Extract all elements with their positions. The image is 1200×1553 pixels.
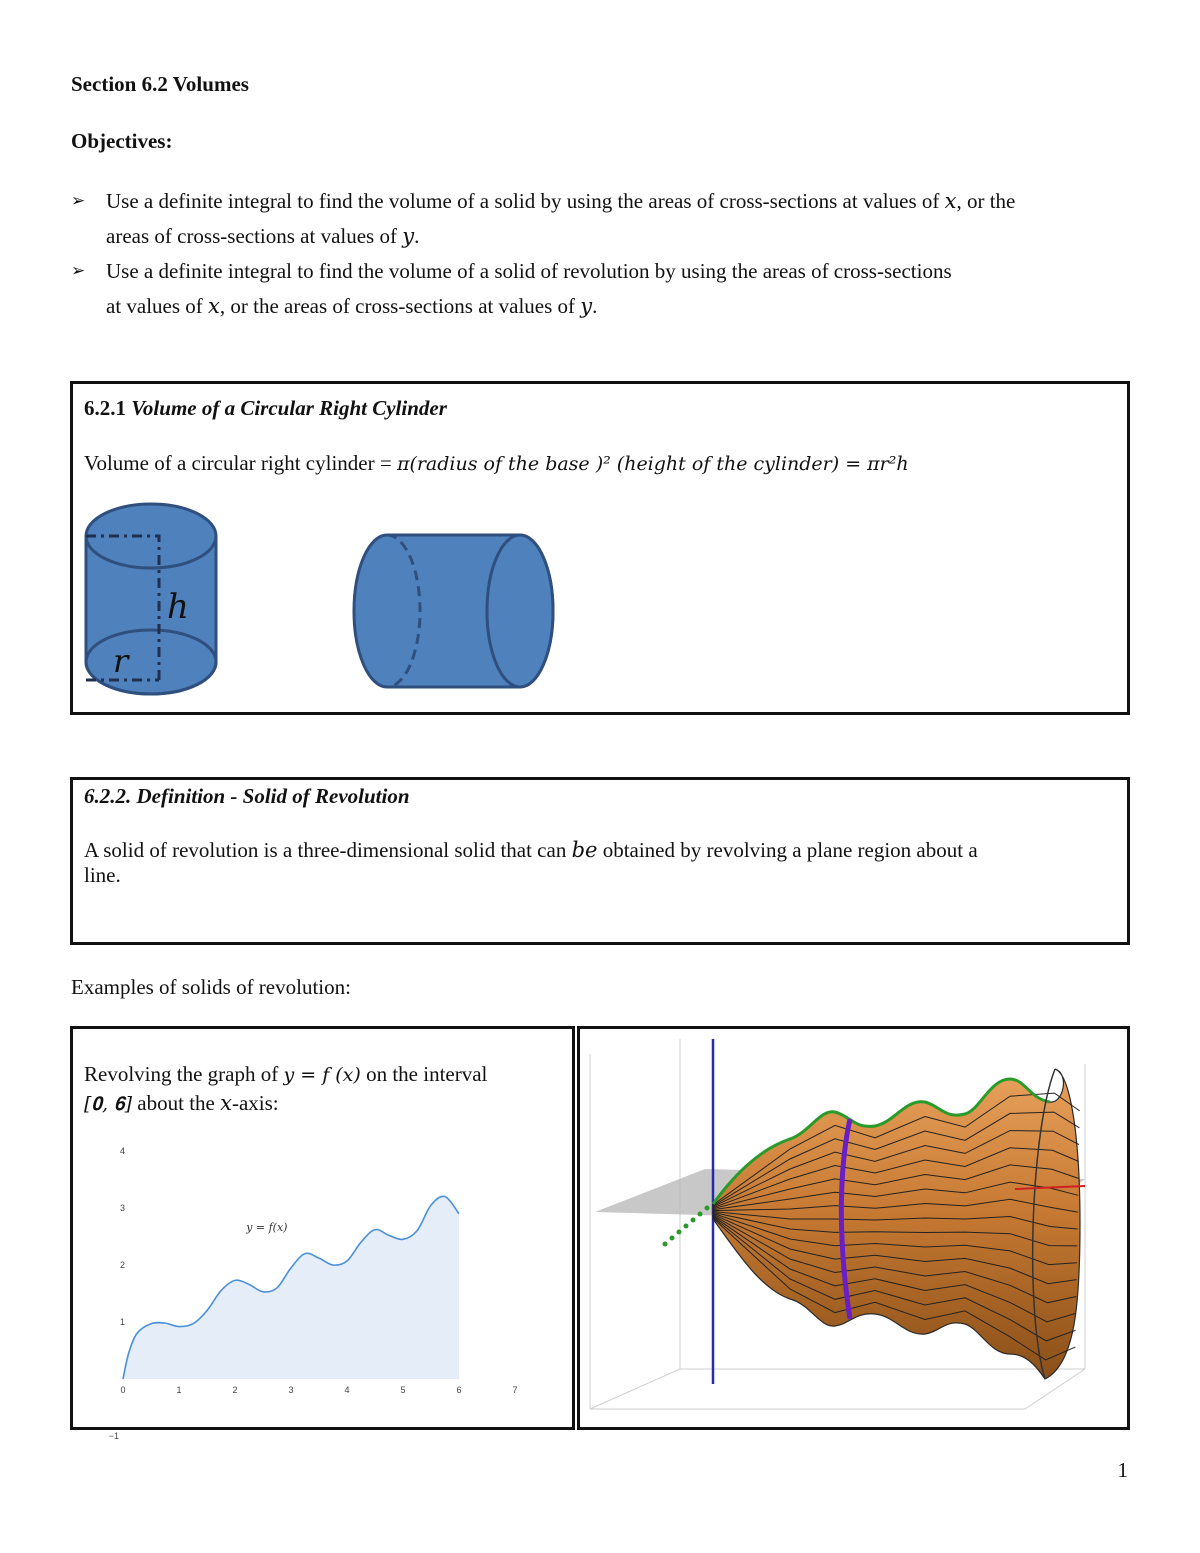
function-chart bbox=[93, 1129, 553, 1441]
x-tick-label: 6 bbox=[456, 1385, 462, 1395]
box-title bbox=[84, 396, 447, 421]
horizontal-cylinder-figure bbox=[350, 532, 556, 692]
x-tick-label: 2 bbox=[232, 1385, 238, 1395]
cylinder-volume-box bbox=[70, 381, 1130, 715]
definition-title: 6.2.2. Definition - Solid of Revolution bbox=[84, 784, 410, 808]
section-title: Section 6.2 Volumes bbox=[71, 72, 249, 96]
arrow-bullet-icon: ➢ bbox=[71, 261, 86, 281]
upright-cylinder-figure bbox=[83, 502, 223, 714]
formula-math: 𝜋(𝑟𝑎𝑑𝑖𝑢𝑠 𝑜𝑓 𝑡ℎ𝑒 𝑏𝑎𝑠𝑒 )² (ℎ𝑒𝑖𝑔ℎ𝑡 𝑜𝑓 𝑡ℎ𝑒 𝑐𝑦𝑙𝑖𝑛𝑑𝑒𝑟) = 𝜋𝑟²ℎ bbox=[396, 453, 909, 475]
section-number: 6.2.1 bbox=[84, 396, 126, 420]
x-tick-label: 5 bbox=[400, 1385, 406, 1395]
radius-label: 𝑟 bbox=[113, 642, 129, 680]
x-tick-label: 0 bbox=[120, 1385, 126, 1395]
cylinder-formula bbox=[84, 451, 909, 476]
area-fill bbox=[123, 1196, 459, 1379]
solid-of-revolution-figure bbox=[585, 1034, 1125, 1424]
definition-line: line. bbox=[84, 863, 121, 887]
curve-annotation: 𝑦 = 𝑓(𝑥) bbox=[246, 1220, 288, 1234]
definition-box bbox=[70, 777, 1130, 945]
example-left-cell bbox=[70, 1026, 575, 1441]
y-tick-label: 3 bbox=[119, 1203, 125, 1213]
examples-heading: Examples of solids of revolution: bbox=[71, 975, 351, 999]
example-right-cell bbox=[577, 1026, 1130, 1430]
x-tick-label: 3 bbox=[288, 1385, 294, 1395]
page-number: 1 bbox=[1117, 1458, 1128, 1482]
definition-line: A solid of revolution is a three-dimensional solid that can 𝑏𝑒 obtained by revolving a plane region about a bbox=[84, 838, 978, 862]
x-tick-label: 4 bbox=[344, 1385, 350, 1395]
y-tick-label: 2 bbox=[119, 1260, 125, 1270]
arrow-bullet-icon: ➢ bbox=[71, 191, 86, 211]
objectives-heading: Objectives: bbox=[71, 129, 173, 153]
y-tick-label: 4 bbox=[119, 1146, 125, 1156]
x-tick-label: 7 bbox=[512, 1385, 518, 1395]
y-tick-label: 1 bbox=[119, 1317, 125, 1327]
x-tick-label: 1 bbox=[176, 1385, 182, 1395]
example-text: Revolving the graph of 𝑦 = 𝑓 (𝑥) on the interval [𝟎, 𝟔] about the 𝑥-axis: bbox=[84, 1062, 488, 1115]
objective-line: Use a definite integral to find the volume of a solid by using the areas of cross-sections at values of 𝑥, or the bbox=[106, 189, 1016, 213]
height-label: ℎ bbox=[167, 587, 189, 627]
objective-line: at values of 𝑥, or the areas of cross-sections at values of 𝑦. bbox=[106, 294, 598, 318]
definition-text bbox=[84, 838, 1114, 888]
objective-item bbox=[71, 254, 1141, 324]
box-title-text: Volume of a Circular Right Cylinder bbox=[131, 396, 447, 420]
formula-prefix: Volume of a circular right cylinder = bbox=[84, 451, 392, 475]
objective-item bbox=[71, 184, 1141, 254]
y-tick-label: −1 bbox=[108, 1431, 119, 1441]
objective-line: areas of cross-sections at values of 𝑦. bbox=[106, 224, 420, 248]
objective-line: Use a definite integral to find the volume of a solid of revolution by using the areas of cross-sections bbox=[106, 259, 952, 283]
